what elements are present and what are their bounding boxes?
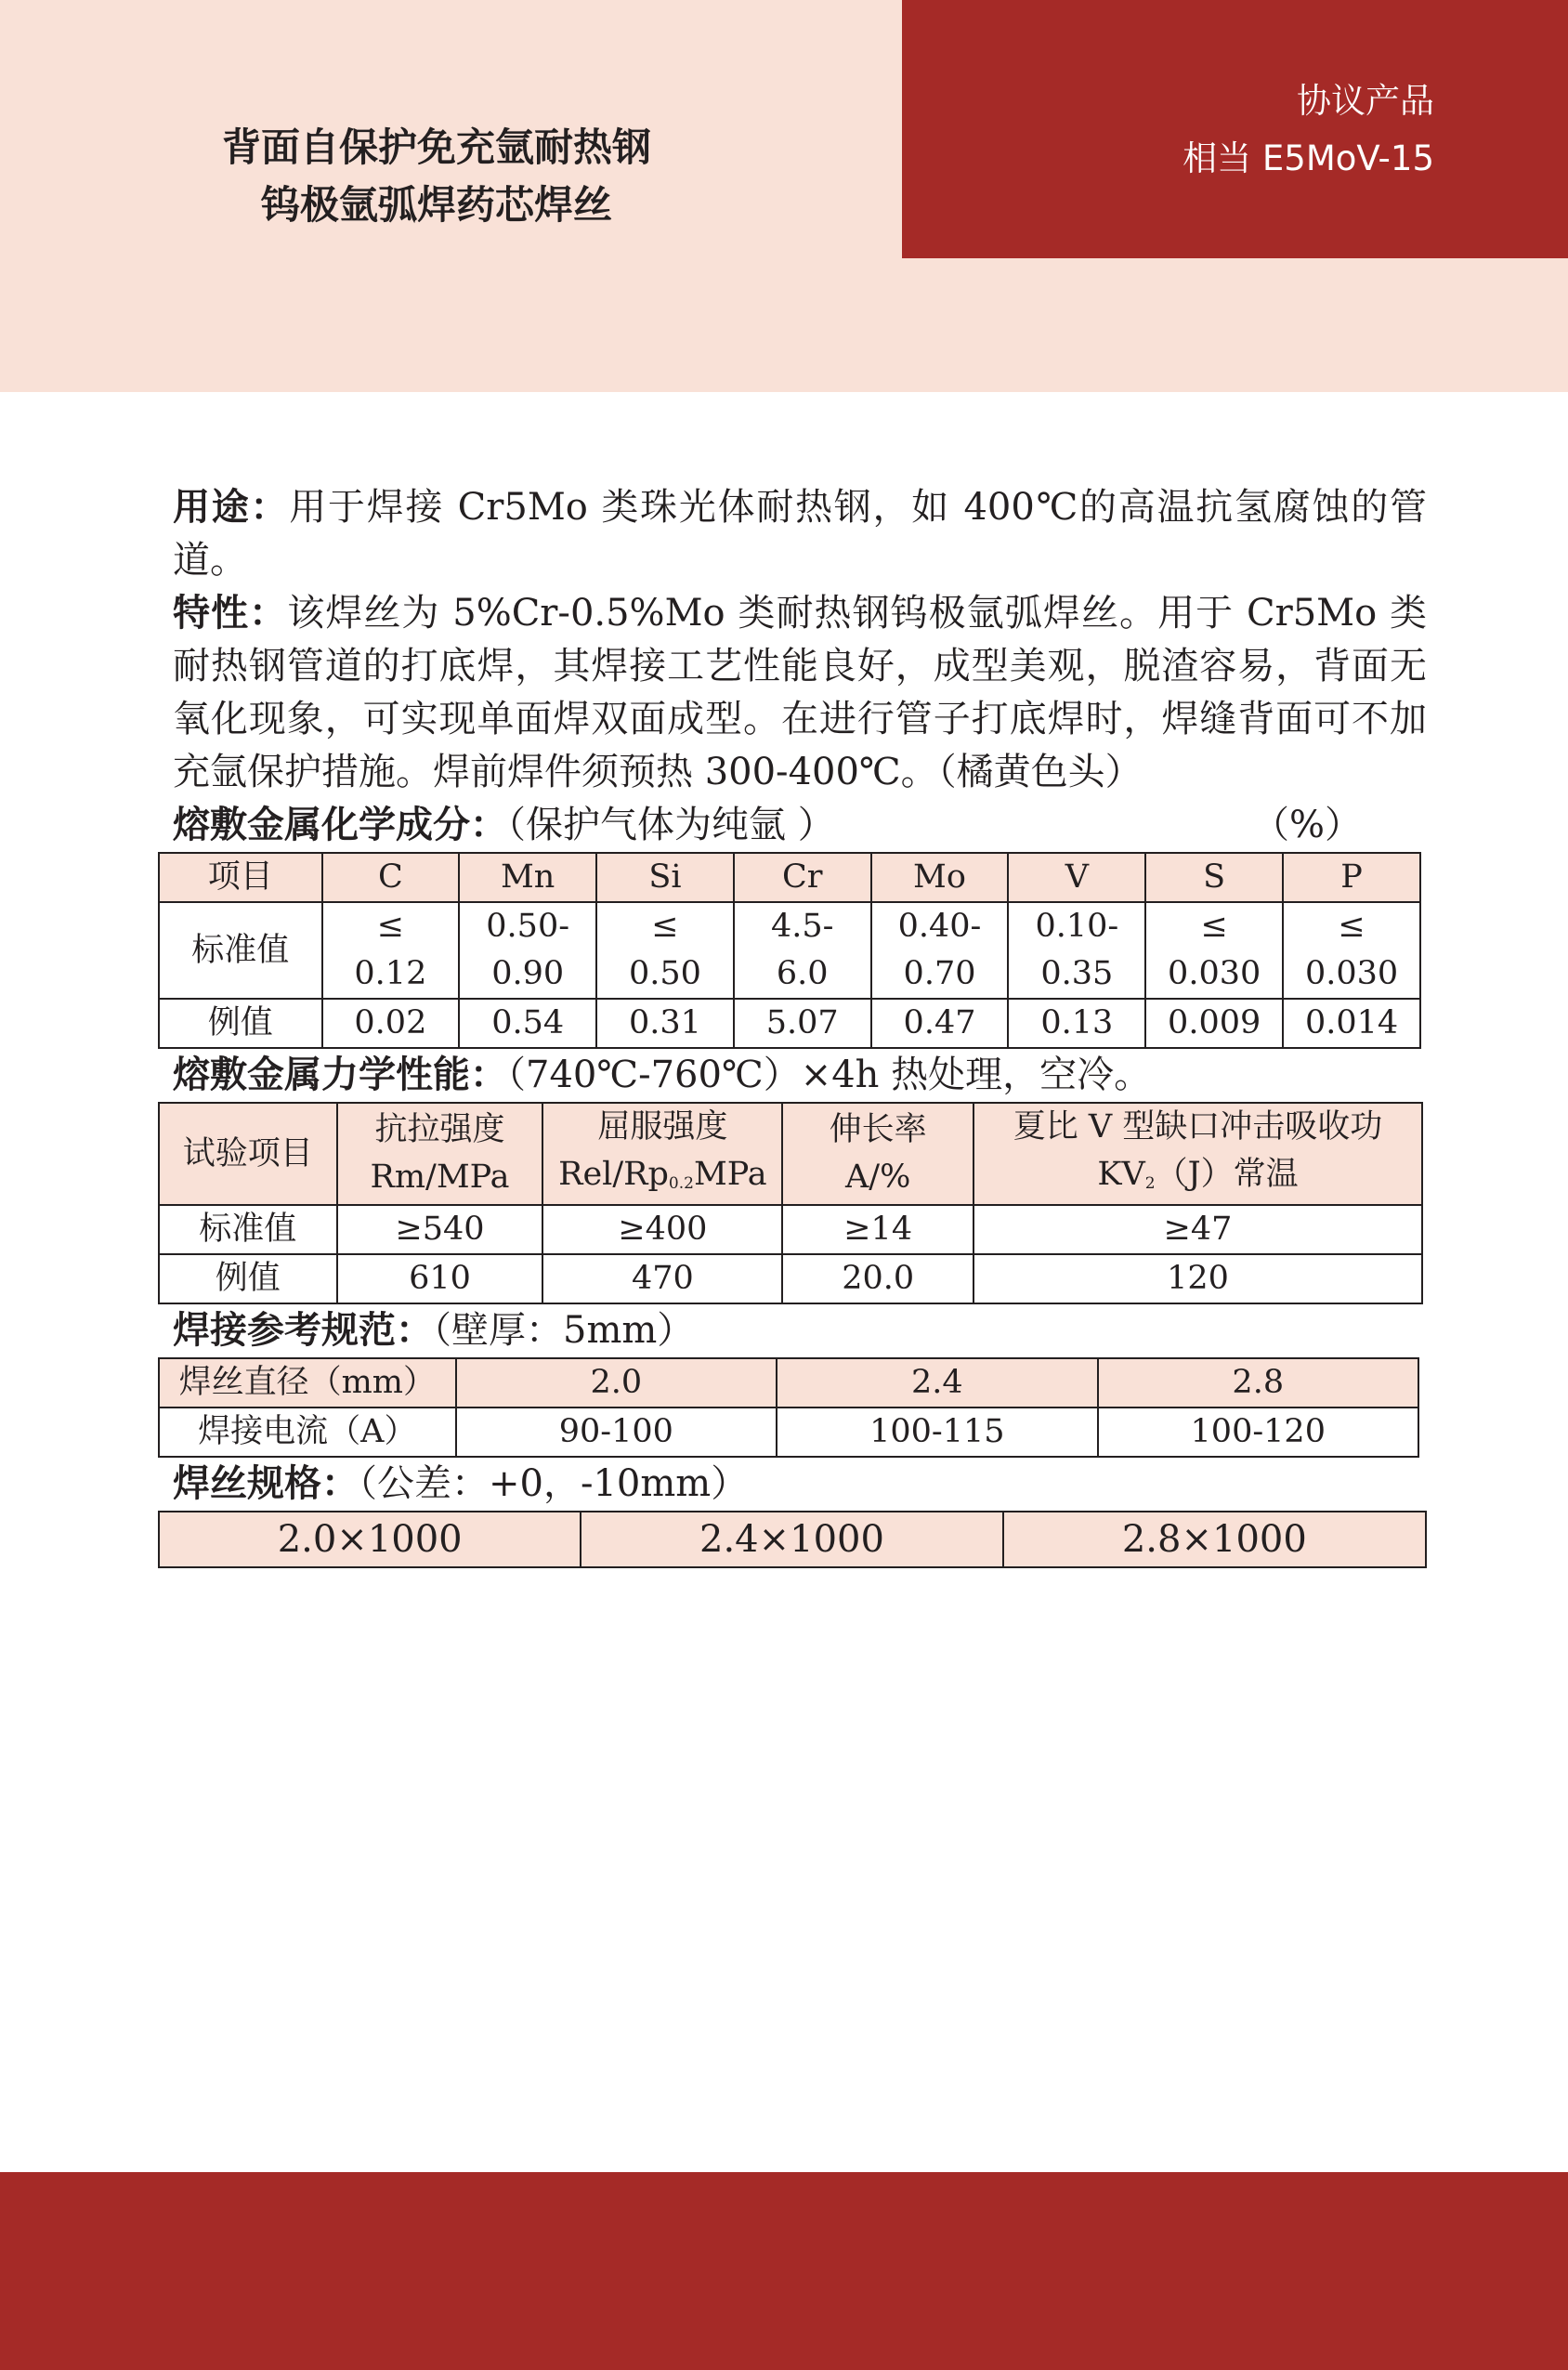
chemistry-header-cell: C: [322, 853, 460, 902]
chemistry-standard-row: [159, 902, 1420, 999]
spec-row: [159, 1512, 1426, 1567]
chemistry-standard-cell: 0.40- 0.70: [871, 902, 1009, 999]
chemistry-note: （保护气体为纯氩 ）: [507, 804, 835, 846]
product-title: [121, 119, 752, 234]
mechanical-table: [158, 1102, 1423, 1304]
badge-equivalent-grade: 相当 E5MoV-15: [1183, 138, 1434, 178]
chemistry-example-cell: 0.02: [322, 999, 460, 1048]
chemistry-title: 熔敷金属化学成分：: [173, 804, 507, 846]
welding-ref-section-title: [173, 1304, 1427, 1357]
welding-ref-title: 焊接参考规范：: [173, 1309, 433, 1352]
welding-ref-current-row: [159, 1408, 1418, 1457]
chemistry-table: [158, 852, 1421, 1049]
chemistry-example-cell: 5.07: [734, 999, 871, 1048]
welding-ref-diameter-cell: 2.0: [456, 1358, 777, 1408]
mechanical-header-yield: 屈服强度 Rel/$Rp_{0.2}MPa$: [542, 1103, 782, 1205]
chemistry-example-cell: 0.009: [1145, 999, 1283, 1048]
usage-text: 用于焊接 Cr5Mo 类珠光体耐热钢，如 400℃的高温抗氢腐蚀的管道。: [173, 486, 1428, 582]
welding-ref-current-label: 焊接电流（A）: [159, 1408, 456, 1457]
chemistry-section-title: [173, 799, 1427, 852]
mechanical-header-elongation: 伸长率 A/%: [782, 1103, 973, 1205]
mechanical-section-title: [173, 1049, 1427, 1102]
product-title-line-1: 背面自保护免充氩耐热钢: [221, 124, 651, 170]
mechanical-header-row: [159, 1103, 1422, 1205]
chemistry-example-label: 例值: [159, 999, 322, 1048]
mechanical-example-cell: 470: [542, 1254, 782, 1303]
welding-ref-current-cell: 90-100: [456, 1408, 777, 1457]
chemistry-header-row: [159, 853, 1420, 902]
mechanical-note: （740℃-760℃）×4h 热处理，空冷。: [507, 1054, 1152, 1096]
mechanical-header-item: 试验项目: [159, 1103, 337, 1205]
mechanical-standard-cell: ≥14: [782, 1205, 973, 1254]
chemistry-example-cell: 0.47: [871, 999, 1009, 1048]
welding-ref-diameter-cell: 2.8: [1098, 1358, 1418, 1408]
chemistry-header-cell: 项目: [159, 853, 322, 902]
mechanical-example-cell: 610: [337, 1254, 543, 1303]
product-badge: [902, 0, 1568, 258]
chemistry-standard-cell: ≤ 0.030: [1145, 902, 1283, 999]
chemistry-header-cell: Mo: [871, 853, 1009, 902]
welding-ref-current-cell: 100-115: [777, 1408, 1097, 1457]
mechanical-example-cell: 20.0: [782, 1254, 973, 1303]
usage-label: 用途：: [173, 486, 290, 529]
spec-section-title: [173, 1458, 1427, 1511]
footer-band: [0, 2172, 1568, 2370]
chemistry-example-row: [159, 999, 1420, 1048]
chemistry-header-cell: P: [1283, 853, 1420, 902]
chemistry-header-cell: V: [1008, 853, 1145, 902]
chemistry-standard-cell: ≤ 0.12: [322, 902, 460, 999]
chemistry-standard-cell: 0.50- 0.90: [459, 902, 596, 999]
chemistry-example-cell: 0.54: [459, 999, 596, 1048]
chemistry-standard-label: 标准值: [159, 902, 322, 999]
features-label: 特性：: [173, 592, 288, 635]
product-title-line-2: 钨极氩弧焊药芯焊丝: [260, 182, 612, 228]
welding-ref-diameter-cell: 2.4: [777, 1358, 1097, 1408]
features-paragraph: [173, 587, 1427, 799]
spec-table: [158, 1511, 1427, 1568]
chemistry-standard-cell: 0.10- 0.35: [1008, 902, 1145, 999]
usage-paragraph: [173, 481, 1427, 587]
welding-ref-current-cell: 100-120: [1098, 1408, 1418, 1457]
mechanical-example-label: 例值: [159, 1254, 337, 1303]
mechanical-title: 熔敷金属力学性能：: [173, 1054, 507, 1096]
mechanical-standard-label: 标准值: [159, 1205, 337, 1254]
mechanical-standard-cell: ≥540: [337, 1205, 543, 1254]
chemistry-standard-cell: 4.5- 6.0: [734, 902, 871, 999]
mechanical-standard-row: [159, 1205, 1422, 1254]
chemistry-example-cell: 0.014: [1283, 999, 1420, 1048]
mechanical-standard-cell: ≥47: [973, 1205, 1422, 1254]
mechanical-header-impact: 夏比 V 型缺口冲击吸收功 $KV_2(J)$常温: [973, 1103, 1422, 1205]
mechanical-example-cell: 120: [973, 1254, 1422, 1303]
welding-ref-table: [158, 1357, 1419, 1458]
badge-agreement-product: 协议产品: [1297, 81, 1434, 121]
mechanical-example-row: [159, 1254, 1422, 1303]
chemistry-example-cell: 0.31: [596, 999, 734, 1048]
datasheet-content: [173, 481, 1427, 1568]
mechanical-standard-cell: ≥400: [542, 1205, 782, 1254]
chemistry-unit: （%）: [1251, 804, 1362, 846]
chemistry-standard-cell: ≤ 0.030: [1283, 902, 1420, 999]
spec-note: （公差：+0，-10mm）: [359, 1462, 749, 1505]
welding-ref-diameter-label: 焊丝直径（mm）: [159, 1358, 456, 1408]
chemistry-header-cell: S: [1145, 853, 1283, 902]
spec-cell: 2.0×1000: [159, 1512, 581, 1567]
mechanical-header-tensile: 抗拉强度 Rm/MPa: [337, 1103, 543, 1205]
welding-ref-note: （壁厚：5mm）: [433, 1309, 695, 1352]
chemistry-header-cell: Cr: [734, 853, 871, 902]
chemistry-example-cell: 0.13: [1008, 999, 1145, 1048]
welding-ref-diameter-row: [159, 1358, 1418, 1408]
spec-cell: 2.8×1000: [1003, 1512, 1426, 1567]
chemistry-header-cell: Si: [596, 853, 734, 902]
spec-title: 焊丝规格：: [173, 1462, 359, 1505]
spec-cell: 2.4×1000: [581, 1512, 1002, 1567]
features-text: 该焊丝为 5%Cr-0.5%Mo 类耐热钢钨极氩弧焊丝。用于 Cr5Mo 类耐热钢管道的打底焊，其焊接工艺性能良好，成型美观，脱渣容易，背面无氧化现象，可实现单面焊双面成型。在进行管子打底焊时，焊缝背面可不加充氩保护措施。焊前焊件须预热 300-400℃。（橘黄色头）: [173, 592, 1428, 793]
chemistry-header-cell: Mn: [459, 853, 596, 902]
chemistry-standard-cell: ≤ 0.50: [596, 902, 734, 999]
